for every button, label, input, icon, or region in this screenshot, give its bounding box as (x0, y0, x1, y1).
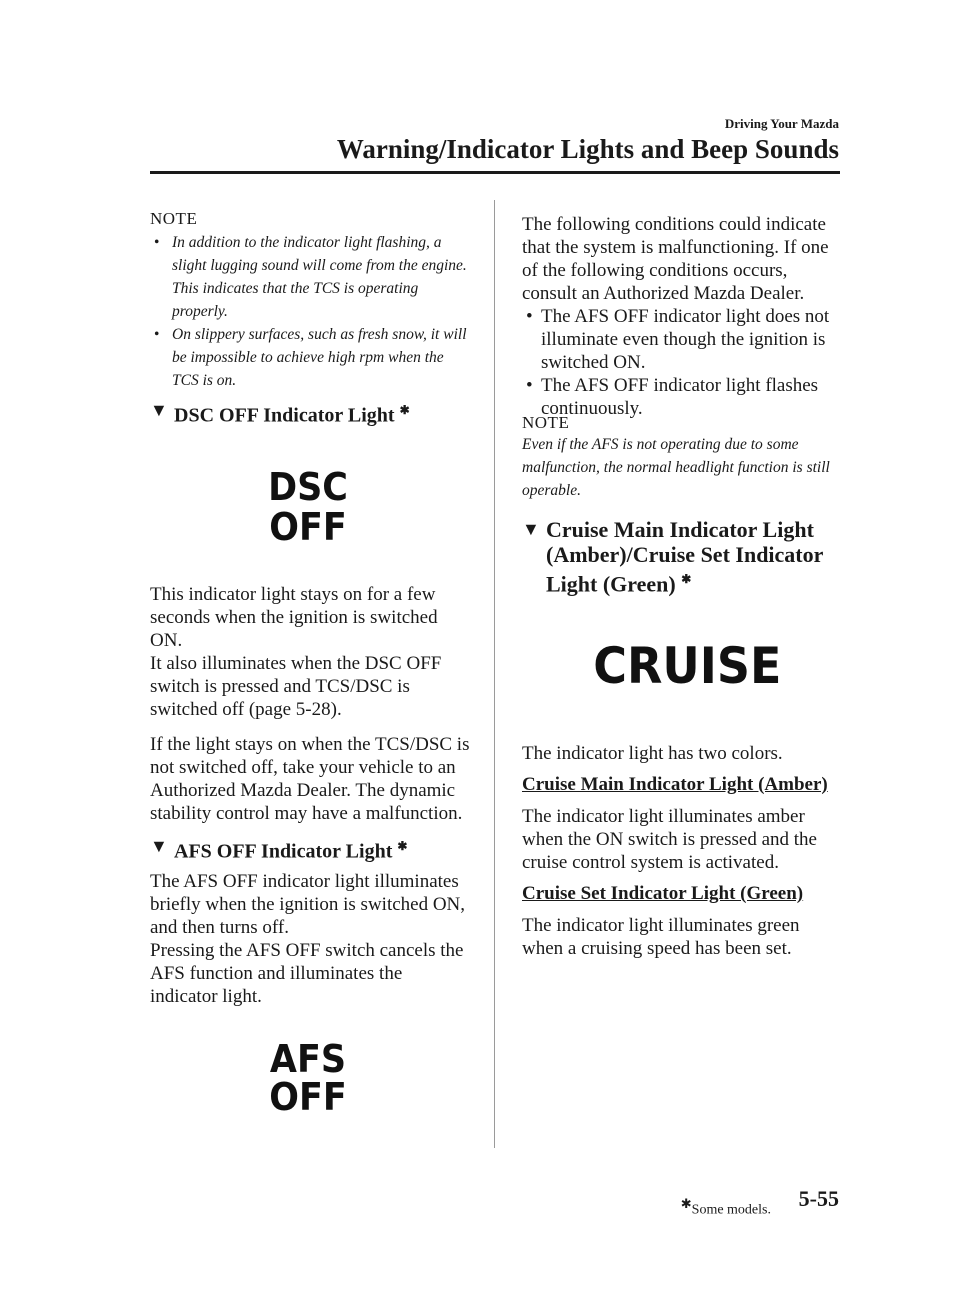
icon-line: OFF (269, 1075, 347, 1119)
afs-intro: The following conditions could indicate that the system is malfunctioning. If one of the following conditions occurs, consult an Authorized Mazda Dealer. (522, 214, 829, 304)
triangle-icon: ▼ (150, 400, 168, 420)
cruise-body (522, 742, 840, 960)
note-list (150, 231, 470, 392)
list-item: • On slippery surfaces, such as fresh snow, it will be impossible to achieve high rpm when the TCS is on. (150, 323, 470, 392)
page-title: Warning/Indicator Lights and Beep Sounds (336, 134, 839, 164)
afs-off-icon (262, 1037, 354, 1119)
list-item: • The AFS OFF indicator light flashes continuously. (522, 374, 840, 420)
condition-list (522, 305, 840, 420)
afs-para-2: Pressing the AFS OFF switch cancels the AFS function and illuminates the indicator light. (150, 940, 464, 1007)
afs-para-1: The AFS OFF indicator light illuminates briefly when the ignition is switched ON, and then turns off. (150, 871, 466, 938)
icon-line: AFS (269, 1037, 347, 1081)
cruise-heading-line-1: Cruise Main Indicator Light (546, 517, 814, 542)
cruise-set-text: The indicator light illuminates green when a cruising speed has been set. (522, 915, 800, 959)
dsc-para-3: If the light stays on when the TCS/DSC is not switched off, take your vehicle to an Authorized Mazda Dealer. The dynamic stability control may have a malfunction. (150, 734, 470, 824)
list-item: • The AFS OFF indicator light does not illuminate even though the ignition is switched ON. (522, 305, 840, 374)
cruise-intro: The indicator light has two colors. (522, 743, 783, 764)
cruise-main-text: The indicator light illuminates amber when the ON switch is pressed and the cruise control system is activated. (522, 806, 817, 873)
afs-heading (150, 834, 470, 864)
cruise-heading (522, 517, 840, 596)
dsc-body (150, 583, 470, 825)
star-icon: ✱ (397, 839, 408, 853)
icon-line: OFF (269, 505, 347, 549)
note-label: NOTE (150, 209, 198, 228)
footnote (681, 1196, 771, 1219)
star-icon: ✱ (681, 572, 692, 586)
list-item: • In addition to the indicator light flashing, a slight lugging sound will come from the engine. This indicates that the TCS is operating properly. (150, 231, 470, 323)
icon-line: DSC (268, 465, 348, 509)
note-label: NOTE (522, 413, 570, 432)
cruise-heading-line-3: Light (Green) (546, 571, 676, 597)
column-divider (494, 200, 495, 1148)
afs-malfunction (522, 213, 840, 420)
header-rule (150, 171, 840, 174)
star-icon: ✱ (399, 403, 410, 417)
dsc-heading (150, 398, 470, 428)
afs-note (522, 413, 840, 502)
footnote-text: Some models. (691, 1202, 771, 1218)
dsc-para-1: This indicator light stays on for a few seconds when the ignition is switched ON. (150, 584, 438, 651)
dsc-off-icon (262, 467, 354, 547)
cruise-heading-line-2: (Amber)/Cruise Set Indicator (546, 542, 824, 567)
tcs-note (150, 209, 470, 392)
page-number: 5-55 (798, 1186, 839, 1211)
afs-body (150, 870, 470, 1008)
dsc-para-2: It also illuminates when the DSC OFF switch is pressed and TCS/DSC is switched off (page 5-28). (150, 653, 442, 720)
afs-heading-text: AFS OFF Indicator Light (174, 840, 393, 863)
note-text: Even if the AFS is not operating due to some malfunction, the normal headlight function is still operable. (522, 436, 830, 499)
triangle-icon: ▼ (150, 836, 168, 856)
dsc-heading-text: DSC OFF Indicator Light (174, 404, 395, 427)
section-name: Driving Your Mazda (724, 116, 839, 131)
cruise-icon: CRUISE (593, 637, 782, 695)
star-icon: ✱ (680, 1196, 692, 1211)
cruise-set-title: Cruise Set Indicator Light (Green) (522, 883, 804, 904)
cruise-main-title: Cruise Main Indicator Light (Amber) (522, 774, 828, 795)
triangle-icon: ▼ (522, 519, 540, 539)
